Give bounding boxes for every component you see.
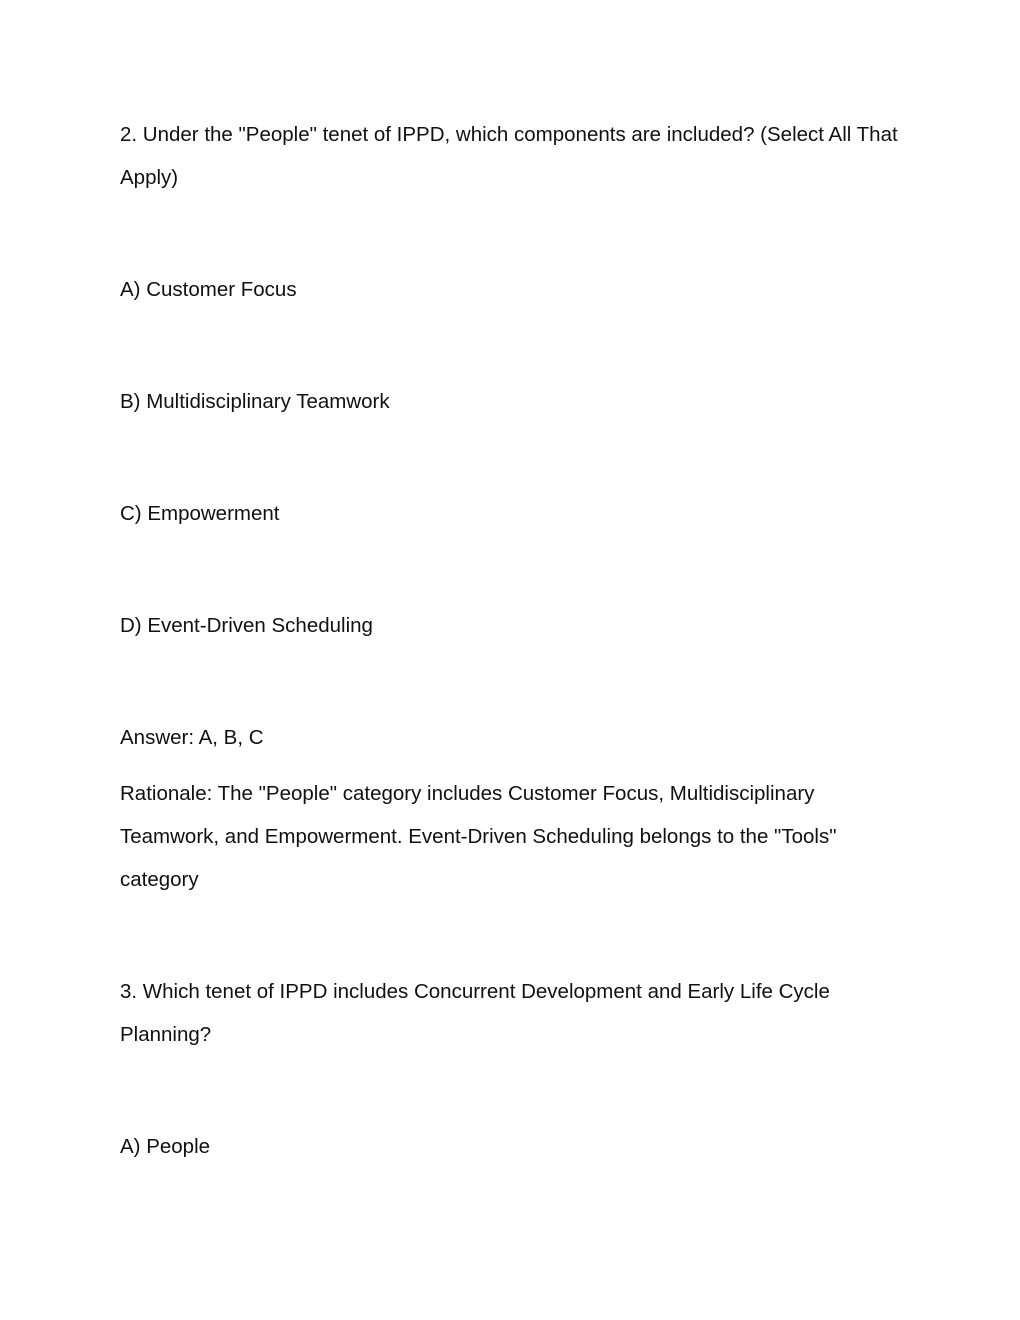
question-2-answer: Answer: A, B, C — [120, 726, 264, 749]
question-2-option-b: B) Multidisciplinary Teamwork — [120, 390, 390, 413]
question-2-rationale: Rationale: The "People" category includes Customer Focus, Multidisciplinary Teamwork, and Empowerment. Event-Driven Scheduling belongs to the "Tools" category — [120, 782, 837, 891]
question-2-option-d: D) Event-Driven Scheduling — [120, 614, 373, 637]
question-2-text: 2. Under the "People" tenet of IPPD, which components are included? (Select All That Apply) — [120, 123, 898, 189]
question-3-text: 3. Which tenet of IPPD includes Concurrent Development and Early Life Cycle Planning? — [120, 980, 830, 1046]
question-3-option-a: A) People — [120, 1135, 211, 1158]
question-2-option-a: A) Customer Focus — [120, 278, 297, 301]
question-2-option-c: C) Empowerment — [120, 502, 280, 525]
